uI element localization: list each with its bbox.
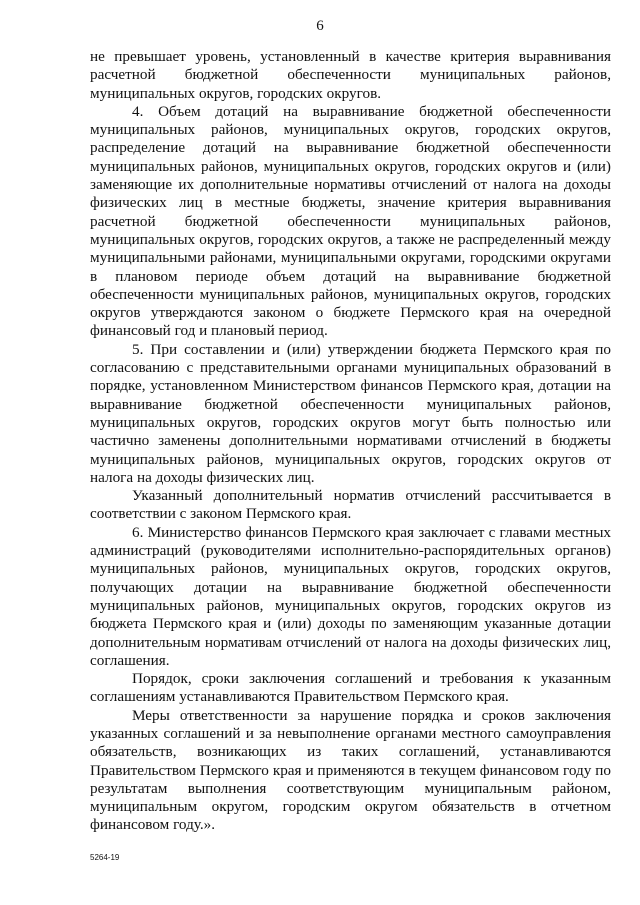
paragraph-procedure: Порядок, сроки заключения соглашений и требования к указанным соглашениям устанавливаются Правительством Пермского края. (90, 670, 611, 706)
document-body (90, 48, 611, 835)
paragraph-continuation: не превышает уровень, установленный в качестве критерия выравнивания расчетной бюджетной обеспеченности муниципальных районов, муниципальных округов, городских округов. (90, 48, 611, 102)
paragraph-item-5: 5. При составлении и (или) утверждении бюджета Пермского края по согласованию с представительными органами муниципальных образований в порядке, установленном Министерством финансов Пермского края, дотации на выравнивание бюджетной обеспеченности муниципальных районов, муниципальных округов, городских округов могут быть полностью или частично заменены дополнительными нормативами отчислений в бюджеты муниципальных районов, муниципальных округов, городских округов от налога на доходы физических лиц. (90, 340, 611, 486)
paragraph-normative: Указанный дополнительный норматив отчислений рассчитывается в соответствии с законом Пермского края. (90, 487, 611, 523)
paragraph-item-4: 4. Объем дотаций на выравнивание бюджетной обеспеченности муниципальных районов, муниципальных округов, городских округов, распределение дотаций на выравнивание бюджетной обеспеченности муниципальных районов, муниципальных округов, городских округов и (или) заменяющие их дополнительные нормативы отчислений от налога на доходы физических лиц в местные бюджеты, значение критерия выравнивания расчетной бюджетной обеспеченности муниципальных районов, муниципальных округов, городских округов, а также не распределенный между муниципальными районами, муниципальными округами, городскими округами в плановом периоде объем дотаций на выравнивание бюджетной обеспеченности муниципальных районов, муниципальных округов, городских округов утверждаются законом о бюджете Пермского края на очередной финансовый год и плановый период. (90, 102, 611, 340)
page-number: 6 (316, 18, 324, 34)
paragraph-responsibility: Меры ответственности за нарушение порядка и сроков заключения указанных соглашений и за невыполнение органами местного самоуправления обязательств, возникающих из таких соглашений, устанавливаются Правительством Пермского края и применяются в текущем финансовом году по результатам выполнения соответствующим муниципальным районом, муниципальным округом, городским округом обязательств в отчетном финансовом году.». (90, 706, 611, 834)
paragraph-item-6: 6. Министерство финансов Пермского края заключает с главами местных администраций (руководителями исполнительно-распорядительных органов) муниципальных районов, муниципальных округов, городских округов, получающих дотации на выравнивание бюджетной обеспеченности муниципальных районов, муниципальных округов, городских округов из бюджета Пермского края и (или) доходы по заменяющим указанные дотации дополнительным нормативам отчислений от налога на доходы физических лиц, соглашения. (90, 523, 611, 669)
footer-document-code: 5264-19 (90, 853, 120, 862)
